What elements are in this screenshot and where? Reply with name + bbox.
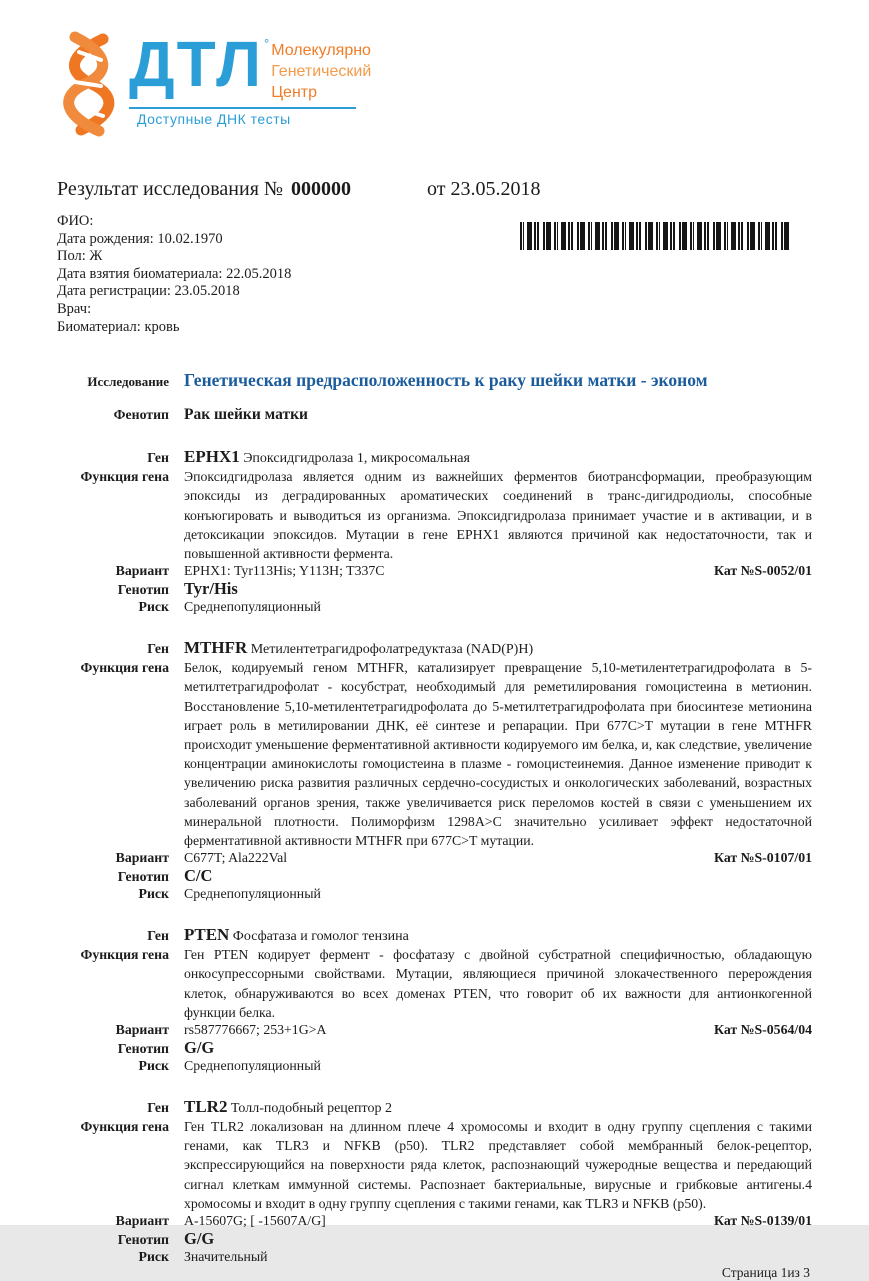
genotype-value: C/C (184, 866, 213, 886)
variant-label: Вариант (115, 850, 169, 866)
gene-function-label: Функция гена (80, 1119, 169, 1135)
risk-row (57, 599, 812, 615)
gene-function-text: Ген PTEN кодирует фермент - фосфатазу с двойной субстратной специфичностью, обладающую онкосупрессорными свойствами. Мутации, являющиеся причиной злокачественного перерождения клеток, обнаруживаются во всех доменах PTEN, что говорит об их важности для антионкогенной функции белка. (184, 947, 812, 1020)
genotype-value: G/G (184, 1229, 215, 1249)
patient-field (57, 213, 520, 231)
gene-section (57, 638, 812, 902)
patient-field-label: Пол: (57, 248, 86, 265)
logo-subtitle: Доступные ДНК тесты (129, 107, 356, 127)
gene-function-row (57, 467, 812, 563)
gene-name: Метилентетрагидрофолатредуктаза (NAD(P)H) (250, 642, 534, 658)
gene-name: Фосфатаза и гомолог тензина (232, 929, 409, 945)
report-title (57, 178, 812, 201)
report-title-prefix: Результат исследования № (57, 178, 283, 200)
gene-row (57, 638, 812, 658)
gene-row (57, 447, 812, 467)
study-title: Генетическая предрасположенность к раку шейки матки - эконом (184, 370, 708, 391)
gene-symbol: MTHFR (184, 638, 248, 658)
patient-fields (57, 213, 520, 336)
patient-field-value: Ж (89, 248, 103, 265)
variant-row (57, 850, 812, 866)
catalog-number: Кат №S-0107/01 (714, 850, 812, 866)
genotype-label: Генотип (117, 1232, 169, 1248)
patient-field-label: Врач: (57, 300, 92, 317)
page-footer (57, 1265, 812, 1281)
variant-row (57, 1213, 812, 1229)
phenotype-label: Фенотип (113, 407, 169, 423)
phenotype-value: Рак шейки матки (184, 406, 308, 424)
gene-label: Ген (147, 1100, 169, 1116)
genotype-row (57, 579, 812, 599)
risk-row (57, 1249, 812, 1265)
genotype-row (57, 866, 812, 886)
patient-field-label: Биоматериал: (57, 318, 141, 335)
variant-value: rs587776667; 253+1G>A (184, 1022, 327, 1038)
gene-function-row (57, 658, 812, 850)
gene-symbol: PTEN (184, 925, 230, 945)
catalog-number: Кат №S-0564/04 (714, 1022, 812, 1038)
patient-field (57, 231, 520, 249)
variant-label: Вариант (115, 1022, 169, 1038)
variant-value: EPHX1: Tyr113His; Y113H; T337C (184, 563, 385, 579)
gene-sections (57, 424, 812, 1265)
variant-label: Вариант (115, 563, 169, 579)
dtl-logo (57, 28, 372, 134)
genotype-row (57, 1038, 812, 1058)
dna-helix-icon (57, 34, 119, 134)
gene-function-row (57, 945, 812, 1022)
patient-field-label: Дата регистрации: (57, 283, 171, 300)
patient-info-row (57, 213, 812, 336)
page-number: Страница 1из 3 (721, 1265, 810, 1281)
variant-row (57, 563, 812, 579)
gene-function-label: Функция гена (80, 947, 169, 963)
catalog-number: Кат №S-0052/01 (714, 563, 812, 579)
patient-field (57, 266, 520, 284)
genotype-label: Генотип (117, 1041, 169, 1057)
patient-field (57, 319, 520, 337)
gene-row (57, 925, 812, 945)
barcode-image (520, 222, 790, 250)
gene-symbol: TLR2 (184, 1097, 228, 1117)
patient-field-label: Дата рождения: (57, 230, 154, 247)
gene-section (57, 447, 812, 615)
patient-field (57, 248, 520, 266)
risk-value: Среднепопуляционный (184, 599, 321, 615)
gene-symbol: EPHX1 (184, 447, 240, 467)
gene-name: Эпоксидгидролаза 1, микросомальная (243, 451, 470, 467)
phenotype-row (57, 406, 812, 424)
risk-row (57, 886, 812, 902)
patient-field-label: Дата взятия биоматериала: (57, 265, 223, 282)
gene-label: Ген (147, 450, 169, 466)
risk-row (57, 1058, 812, 1074)
genotype-label: Генотип (117, 582, 169, 598)
gene-function-row (57, 1117, 812, 1213)
risk-label: Риск (138, 1058, 169, 1074)
risk-label: Риск (138, 886, 169, 902)
patient-field-value: 22.05.2018 (226, 265, 292, 282)
genotype-row (57, 1229, 812, 1249)
gene-function-label: Функция гена (80, 469, 169, 485)
patient-field-value: 10.02.1970 (157, 230, 223, 247)
gene-label: Ген (147, 641, 169, 657)
study-row (57, 370, 812, 391)
risk-label: Риск (138, 1249, 169, 1265)
genotype-label: Генотип (117, 869, 169, 885)
variant-label: Вариант (115, 1213, 169, 1229)
logo-abbr: ДТЛ (129, 28, 263, 100)
gene-name: Толл-подобный рецептор 2 (230, 1101, 392, 1117)
gene-function-text: Эпоксидгидролаза является одним из важнейших ферментов биотрансформации, преобразующим эпоксиды из деградированных ароматических соединений в транс-дигидродиолы, способные конъюгировать и выводиться из организма. Эпоксидгидролаза принимает участие и в активации, и в детоксикации эпоксидов. Мутации в гене EPHX1 являются причиной как недостаточности, так и повышенной активности фермента. (184, 469, 812, 561)
report-date: от 23.05.2018 (426, 178, 541, 200)
logo-tagline: Молекулярно Генетический Центр (271, 42, 372, 102)
variant-value: A-15607G; [ -15607A/G] (184, 1213, 326, 1229)
gene-label: Ген (147, 928, 169, 944)
gene-function-text: Ген TLR2 локализован на длинном плече 4 хромосомы и входит в одну группу сцепления с такими генами, как TLR3 и NFKB (p50). TLR2 представляет собой мембранный белок-рецептор, экспрессирующийся на поверхности ряда клеток, распознающий чужеродные вещества и передающий сигнал клеткам иммунной системы. Распознает бактериальные, вирусные и грибковые антигены.4 хромосомы и входит в одну группу сцепления с такими генами, как TLR3 и NFKB (p50). (184, 1119, 812, 1211)
patient-field (57, 301, 520, 319)
risk-value: Среднепопуляционный (184, 886, 321, 902)
gene-row (57, 1097, 812, 1117)
risk-value: Значительный (184, 1249, 268, 1265)
patient-field-value: 23.05.2018 (174, 283, 240, 300)
patient-field-value: кровь (144, 318, 180, 335)
header-logo-row (57, 28, 812, 134)
study-label: Исследование (87, 374, 169, 390)
risk-value: Среднепопуляционный (184, 1058, 321, 1074)
genotype-value: Tyr/His (184, 579, 238, 599)
gene-function-text: Белок, кодируемый геном MTHFR, катализирует превращение 5,10-метилентетрагидрофолата в 5-метилтетрагидрофолат - косубстрат, необходимый для реметилирования гомоцистеина в метионин. Восстановление 5,10-метилентетрагидрофолата до 5-метилтетрагидрофолата при биосинтезе метионина играет роль в метилировании ДНК, её синтезе и репарации. При 677C>T мутации в гене MTHFR происходит уменьшение ферментативной активности кодируемого им белка, и, как следствие, увеличение концентрации аминокислоты гомоцистеина в плазме - гомоцистеинемия. Данное изменение приводит к увеличению риска развития различных сердечно-сосудистых и онкологических заболеваний, возрастных заболеваний органов зрения, также увеличивается риск переломов костей в связи с уменьшением их минеральной плотности. Полиморфизм 1298A>C значительно усиливает эффект недостаточной ферментативной активности MTHFR при 677C>T мутации. (184, 660, 812, 848)
patient-field (57, 283, 520, 301)
gene-section (57, 1097, 812, 1265)
registered-mark-icon: ° (264, 36, 270, 51)
variant-row (57, 1022, 812, 1038)
gene-function-label: Функция гена (80, 660, 169, 676)
report-number: 000000 (290, 178, 351, 200)
risk-label: Риск (138, 599, 169, 615)
genotype-value: G/G (184, 1038, 215, 1058)
gene-section (57, 925, 812, 1074)
variant-value: C677T; Ala222Val (184, 850, 288, 866)
catalog-number: Кат №S-0139/01 (714, 1213, 812, 1229)
patient-field-label: ФИО: (57, 213, 94, 229)
